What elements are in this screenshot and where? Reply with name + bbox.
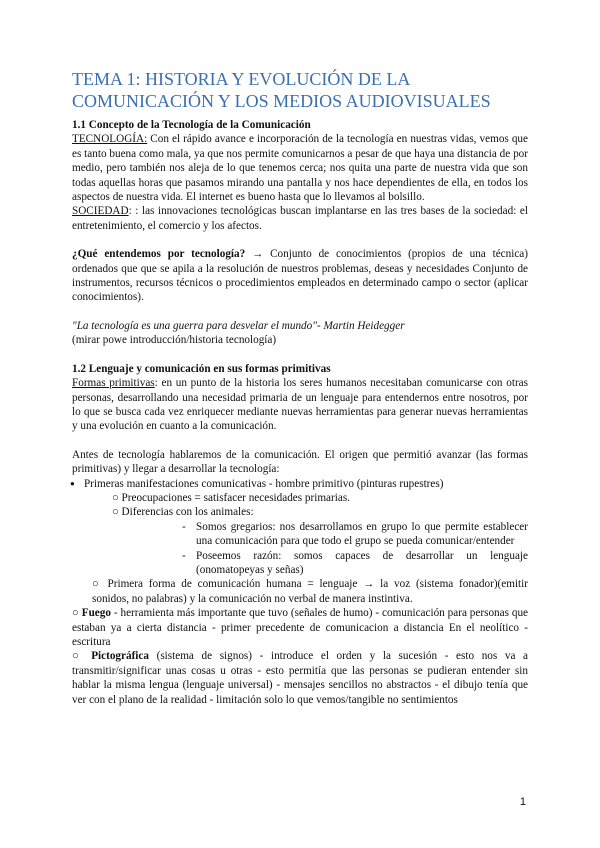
fuego-paragraph [72, 606, 528, 649]
intro-paragraph: Antes de tecnología hablaremos de la comunicación. El origen que permitió avanzar (las formas primitivas) y llegar a desarrollar la tecnología: [72, 448, 528, 476]
question-text: → Conjunto de conocimientos (propios de una técnica) ordenados que que se apila a la resolución de nuestros problemas, deseas y necesidades Conjunto de instrumentos, recursos técnicos o procedimientos empleados en determinado campo o sector (aplicar conocimientos). [72, 248, 528, 304]
fuego-bold: ○ Fuego [72, 607, 111, 620]
pictografica-bold: ○ Pictográfica [72, 650, 149, 663]
section-1-heading: 1.1 Concepto de la Tecnología de la Comunicación [72, 119, 311, 131]
pictografica-paragraph [72, 649, 528, 707]
fuego-text: - herramienta más importante que tuvo (señales de humo) - comunicación para personas que estaban ya a cierta distancia - primer precedente de comunicacion a distancia En el neolítico - escritura [72, 607, 529, 648]
sub-item-primera-forma: ○ Primera forma de comunicación humana = lenguaje → la voz (sistema fonador)(emitir sonidos, no palabras) y la comunicación no verbal de manera instintiva. [92, 578, 528, 605]
formas-primitivas-label: Formas primitivas [72, 377, 155, 390]
bullet-primeras-manifestaciones: ● Primeras manifestaciones comunicativas - hombre primitivo (pinturas rupestres) [72, 477, 528, 491]
document-page [72, 68, 528, 707]
tecnologia-label: TECNOLOGÍA: [72, 133, 148, 146]
tecnologia-paragraph [72, 132, 528, 204]
quote-note: (mirar powe introducción/historia tecnología) [72, 334, 277, 347]
dash-marker: - [182, 549, 186, 562]
tecnologia-text: Con el rápido avance e incorporación de la tecnología en nuestras vidas, vemos que es tanto buena como mala, ya que nos permite comunicarnos a pesar de que haya una distancia de por medio, pero también nos aleja de lo que tenemos cerca; nos quita una parte de nuestra vida que son todas aquellas horas que pasamos mirando una pantalla y nos hace dependientes de ella, en todos los aspectos de nuestra vida. El internet es bueno hasta que lo llevamos al bolsillo. [72, 133, 528, 204]
formas-primitivas-paragraph [72, 376, 528, 434]
outline-list [72, 477, 528, 607]
document-title [72, 68, 528, 112]
dash-marker: - [182, 520, 186, 533]
sub-item-preocupaciones: ○ Preocupaciones = satisfacer necesidades primarias. [112, 491, 350, 504]
quote-text: "La tecnología es una guerra para desvelar el mundo" [72, 319, 317, 332]
formas-primitivas-text: : en un punto de la historia los seres humanos necesitaban comunicarse con otras personas, desarrollando una necesidad primaria de un lenguaje para entendernos entre nosotros, por lo que se busca cada vez enriquecer mediante nuevas herramientas para generar nuevas herramientas y una evolución en cuanto a la comunicación. [72, 377, 528, 433]
dash-item-gregarios: - Somos gregarios: nos desarrollamos en grupo lo que permite establecer una comunicación para que todo el grupo se pueda comunicar/entender [182, 520, 528, 548]
title-line-1: TEMA 1: HISTORIA Y EVOLUCIÓN DE LA [72, 69, 411, 89]
sociedad-paragraph [72, 204, 528, 233]
question-bold: ¿Qué entendemos por tecnología? [72, 248, 246, 261]
sociedad-text: : : las innovaciones tecnológicas buscan implantarse en las tres bases de la sociedad: el entretenimiento, el comercio y los afectos. [72, 205, 528, 232]
dash-item-razon: - Poseemos razón: somos capaces de desarrollar un lenguaje (onomatopeyas y señas) [182, 549, 528, 576]
title-line-2: COMUNICACIÓN Y LOS MEDIOS AUDIOVISUALES [72, 91, 491, 111]
question-paragraph [72, 247, 528, 305]
sub-item-diferencias: ○ Diferencias con los animales: [112, 506, 254, 519]
quote-author: - Martin Heidegger [316, 319, 405, 332]
sociedad-label: SOCIEDAD [72, 205, 129, 218]
page-number: 1 [519, 796, 526, 808]
pictografica-text: (sistema de signos) - introduce el orden y la sucesión - esto nos va a transmitir/significar unas cosas u otras - esto permitía que las personas se pudieran entender sin hablar la misma lengua (lenguaje universal) - mensajes sencillos no abstractos - el dibujo tenía que ver con el plano de la realidad - limitación solo lo que vemos/tangible no sentimientos [72, 650, 528, 706]
quote-paragraph [72, 319, 528, 333]
section-2-heading: 1.2 Lenguaje y comunicación en sus formas primitivas [72, 362, 331, 375]
